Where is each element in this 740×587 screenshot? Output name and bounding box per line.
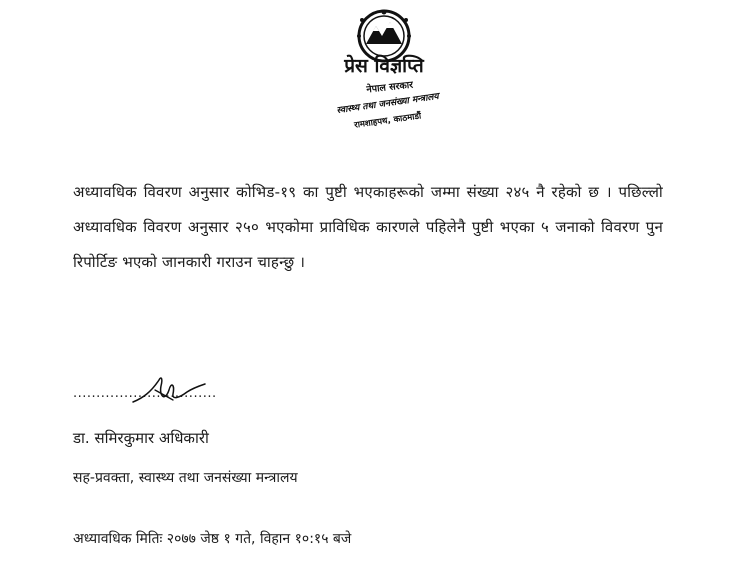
signature-block [73,372,293,432]
seal-title: प्रेस विज्ञप्ति [344,55,424,77]
seal-line-government: नेपाल सरकार [365,79,414,96]
signatory-name: डा. समिरकुमार अधिकारी [73,429,209,447]
updated-date: अध्यावधिक मितिः २०७७ जेष्ठ १ गते, विहान १०:१५ बजे [73,531,352,547]
seal-line-address: रामशाहपथ, काठमाडौं [353,111,422,131]
press-release-seal [318,6,450,132]
seal-line-ministry: स्वास्थ्य तथा जनसंख्या मन्त्रालय [336,91,440,117]
signature-dotted-line: ............................... [73,386,217,401]
signatory-role: सह-प्रवक्ता, स्वास्थ्य तथा जनसंख्या मन्त्रालय [73,470,298,486]
government-emblem-icon [318,6,450,132]
announcement-paragraph: अध्यावधिक विवरण अनुसार कोभिड-१९ का पुष्टी भएकाहरूको जम्मा संख्या २४५ नै रहेको छ । पछिल्लो अध्यावधिक विवरण अनुसार २५० भएकोमा प्राविधिक कारणले पहिलेनै पुष्टी भएका ५ जनाको विवरण पुन रिपोर्टिङ भएको जानकारी गराउन चाहन्छु । [73,183,663,271]
handwritten-signature-icon [129,372,209,412]
